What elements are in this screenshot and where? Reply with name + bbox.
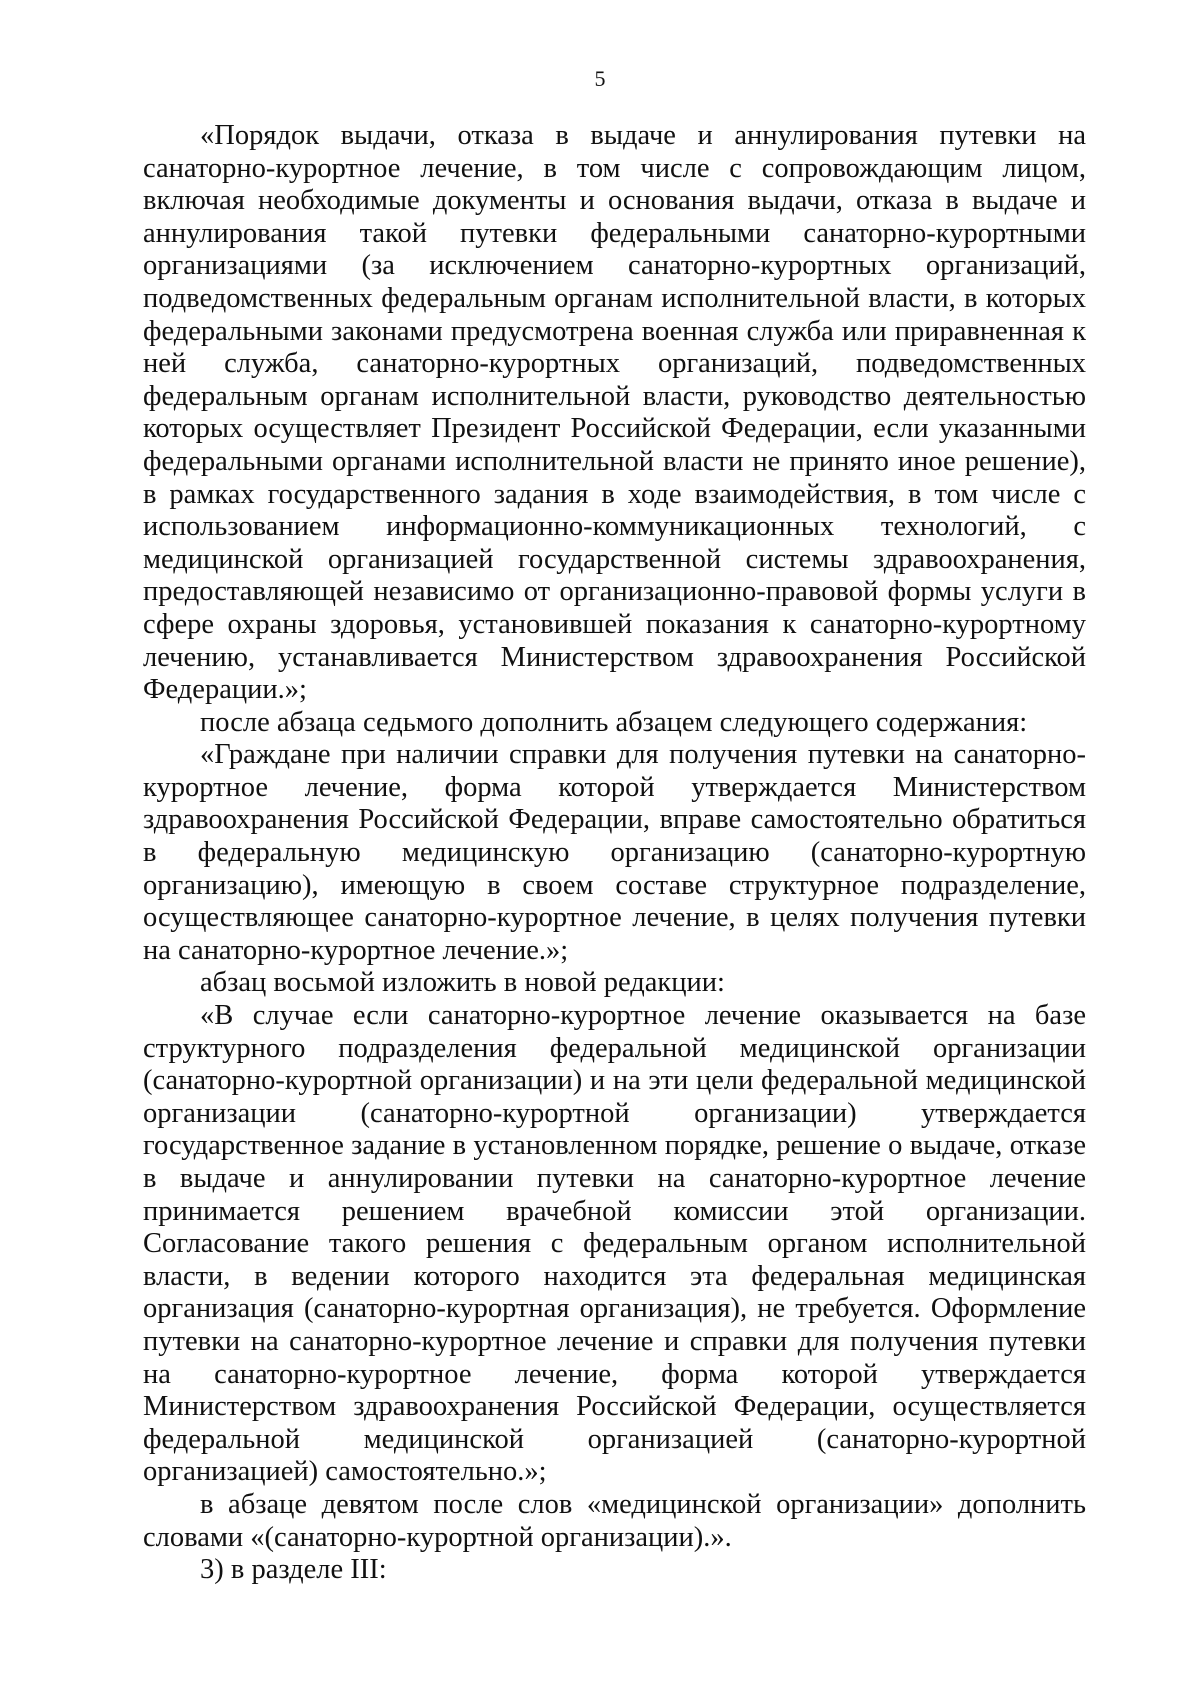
paragraph-procedure-quote: «Порядок выдачи, отказа в выдаче и аннулирования путевки на санаторно-курортное лечение, в том числе с сопровождающим лицом, включая необходимые документы и основания выдачи, отказа в выдаче и аннулирования такой путевки федеральными санаторно-курортными организациями (за исключением санаторно-курортных организаций, подведомственных федеральным органам исполнительной власти, в которых федеральными законами предусмотрена военная служба или приравненная к ней служба, санаторно-курортных организаций, подведомственных федеральным органам исполнительной власти, руководство деятельностью которых осуществляет Президент Российской Федерации, если указанными федеральными органами исполнительной власти не принято иное решение), в рамках государственного задания в ходе взаимодействия, в том числе с использованием информационно-коммуникационных технологий, с медицинской организацией государственной системы здравоохранения, предоставляющей независимо от организационно-правовой формы услуги в сфере охраны здоровья, установившей показания к санаторно-курортному лечению, устанавливается Министерством здравоохранения Российской Федерации.»;	[143, 120, 1086, 706]
paragraph-instruction-seventh: после абзаца седьмого дополнить абзацем следующего содержания:	[200, 706, 1028, 738]
page-number: 5	[594, 66, 606, 91]
paragraph-section-heading: 3) в разделе III:	[200, 1554, 387, 1586]
document-body	[143, 120, 1086, 1587]
paragraph-new-wording-quote: «В случае если санаторно-курортное лечение оказывается на базе структурного подразделения федеральной медицинской организации (санаторно-курортной организации) и на эти цели федеральной медицинской организации (санаторно-курортной организации) утверждается государственное задание в установленном порядке, решение о выдаче, отказе в выдаче и аннулировании путевки на санаторно-курортное лечение принимается решением врачебной комиссии этой организации. Согласование такого решения с федеральным органом исполнительной власти, в ведении которого находится эта федеральная медицинская организация (санаторно-курортная организация), не требуется. Оформление путевки на санаторно-курортное лечение и справки для получения путевки на санаторно-курортное лечение, форма которой утверждается Министерством здравоохранения Российской Федерации, осуществляется федеральной медицинской организацией (санаторно-курортной организацией) самостоятельно.»;	[143, 1000, 1086, 1488]
paragraph-citizens-quote: «Граждане при наличии справки для получения путевки на санаторно-курортное лечение, форма которой утверждается Министерством здравоохранения Российской Федерации, вправе самостоятельно обратиться в федеральную медицинскую организацию (санаторно-курортную организацию), имеющую в своем составе структурное подразделение, осуществляющее санаторно-курортное лечение, в целях получения путевки на санаторно-курортное лечение.»;	[143, 739, 1086, 966]
paragraph-instruction-ninth: в абзаце девятом после слов «медицинской организации» дополнить словами «(санаторно-курортной организации).».	[143, 1488, 1086, 1553]
paragraph-instruction-eighth: абзац восьмой изложить в новой редакции:	[200, 967, 725, 999]
